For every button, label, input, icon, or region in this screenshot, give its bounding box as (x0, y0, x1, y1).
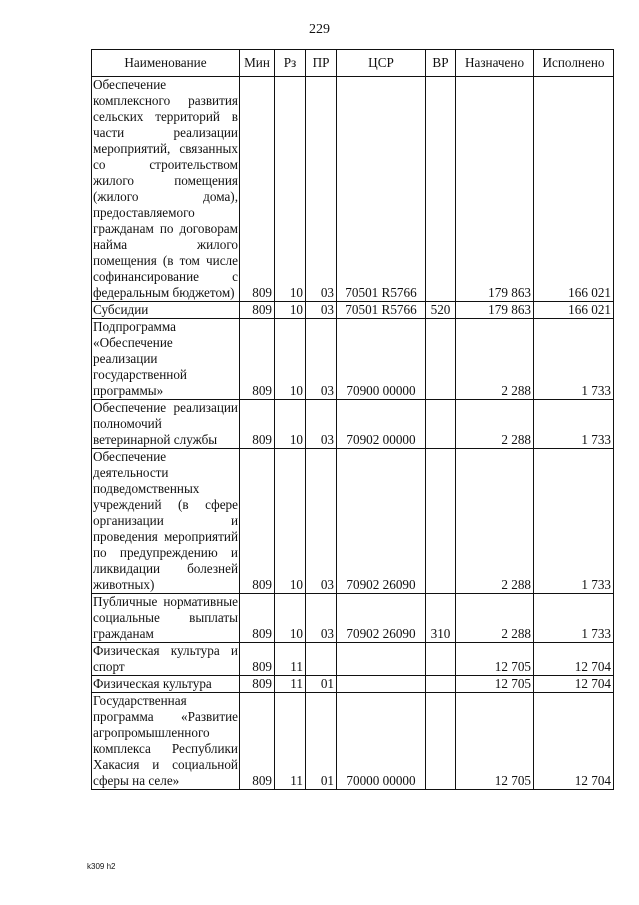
row-vr: 520 (426, 302, 456, 319)
row-name: Обеспечение деятельности подведомственных учреждений (в сфере организации и проведения мероприятий по предупреждению и ликвидации болезней животных) (93, 449, 238, 592)
row-executed: 1 733 (534, 400, 614, 449)
table-row (92, 643, 614, 676)
row-min: 809 (240, 449, 275, 594)
row-min: 809 (240, 693, 275, 790)
table-header-row (92, 50, 614, 77)
header-min: Мин (240, 50, 275, 77)
row-min: 809 (240, 594, 275, 643)
table-row (92, 449, 614, 594)
table-row (92, 594, 614, 643)
row-csr: 70902 00000 (337, 400, 426, 449)
row-pr: 01 (306, 693, 337, 790)
row-pr: 01 (306, 676, 337, 693)
row-assigned: 2 288 (456, 594, 534, 643)
row-vr (426, 643, 456, 676)
row-rz: 10 (275, 400, 306, 449)
row-csr: 70000 00000 (337, 693, 426, 790)
row-min: 809 (240, 400, 275, 449)
page-number: 229 (309, 22, 330, 37)
row-rz: 11 (275, 643, 306, 676)
row-assigned: 12 705 (456, 693, 534, 790)
table-row (92, 319, 614, 400)
row-rz: 11 (275, 693, 306, 790)
row-pr: 03 (306, 400, 337, 449)
row-name: Физическая культура и спорт (93, 643, 238, 674)
header-vr: ВР (426, 50, 456, 77)
row-vr (426, 449, 456, 594)
row-vr (426, 693, 456, 790)
row-csr: 70902 26090 (337, 449, 426, 594)
row-executed: 12 704 (534, 676, 614, 693)
row-executed: 1 733 (534, 449, 614, 594)
row-vr (426, 676, 456, 693)
row-csr: 70902 26090 (337, 594, 426, 643)
row-executed: 166 021 (534, 77, 614, 302)
row-name: Обеспечение комплексного развития сельских территорий в части реализации мероприятий, связанных со строительством жилого помещения (жилого дома), предоставляемого гражданам по договорам найма жилого помещения (в том числе софинансирование с федеральным бюджетом) (93, 77, 238, 300)
row-assigned: 12 705 (456, 676, 534, 693)
table-row (92, 302, 614, 319)
row-pr: 03 (306, 302, 337, 319)
row-rz: 11 (275, 676, 306, 693)
table-row (92, 676, 614, 693)
row-name: Подпрограмма «Обеспечение реализации государственной программы» (92, 319, 240, 400)
row-assigned: 179 863 (456, 77, 534, 302)
header-pr: ПР (306, 50, 337, 77)
row-csr: 70501 R5766 (337, 77, 426, 302)
row-rz: 10 (275, 594, 306, 643)
row-vr (426, 77, 456, 302)
row-pr: 03 (306, 77, 337, 302)
row-vr (426, 319, 456, 400)
row-pr: 03 (306, 449, 337, 594)
header-rz: Рз (275, 50, 306, 77)
row-rz: 10 (275, 319, 306, 400)
row-min: 809 (240, 643, 275, 676)
table-row (92, 77, 614, 302)
row-assigned: 179 863 (456, 302, 534, 319)
row-executed: 1 733 (534, 594, 614, 643)
row-pr (306, 643, 337, 676)
row-min: 809 (240, 77, 275, 302)
row-min: 809 (240, 302, 275, 319)
header-name: Наименование (92, 50, 240, 77)
header-executed: Исполнено (534, 50, 614, 77)
row-vr (426, 400, 456, 449)
row-name: Публичные нормативные социальные выплаты гражданам (93, 594, 238, 641)
row-csr: 70900 00000 (337, 319, 426, 400)
row-min: 809 (240, 676, 275, 693)
row-assigned: 2 288 (456, 449, 534, 594)
row-rz: 10 (275, 449, 306, 594)
row-assigned: 2 288 (456, 400, 534, 449)
row-pr: 03 (306, 594, 337, 643)
row-executed: 12 704 (534, 693, 614, 790)
row-vr: 310 (426, 594, 456, 643)
row-pr: 03 (306, 319, 337, 400)
row-assigned: 12 705 (456, 643, 534, 676)
row-assigned: 2 288 (456, 319, 534, 400)
row-csr (337, 676, 426, 693)
table-row (92, 693, 614, 790)
row-rz: 10 (275, 77, 306, 302)
footer-document-code: k309 h2 (87, 862, 116, 871)
row-name: Государственная программа «Развитие агропромышленного комплекса Республики Хакасия и социальной сферы на селе» (93, 693, 238, 788)
budget-table (91, 49, 614, 790)
row-executed: 1 733 (534, 319, 614, 400)
header-assigned: Назначено (456, 50, 534, 77)
table-row (92, 400, 614, 449)
row-executed: 166 021 (534, 302, 614, 319)
row-csr: 70501 R5766 (337, 302, 426, 319)
row-name: Физическая культура (92, 676, 240, 693)
header-csr: ЦСР (337, 50, 426, 77)
row-name: Субсидии (92, 302, 240, 319)
row-rz: 10 (275, 302, 306, 319)
row-csr (337, 643, 426, 676)
row-executed: 12 704 (534, 643, 614, 676)
row-min: 809 (240, 319, 275, 400)
row-name: Обеспечение реализации полномочий ветеринарной службы (93, 400, 238, 447)
